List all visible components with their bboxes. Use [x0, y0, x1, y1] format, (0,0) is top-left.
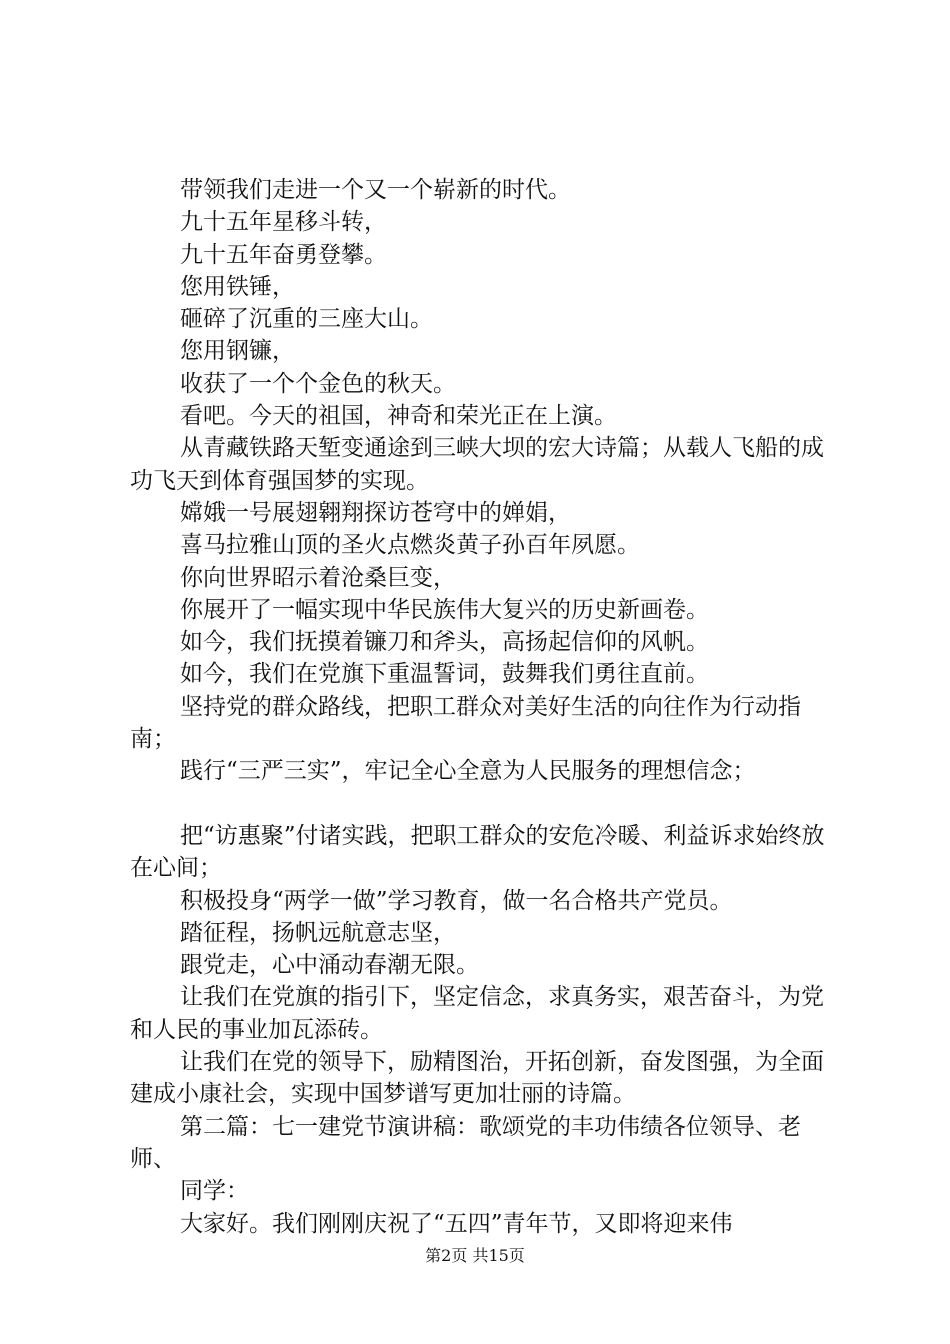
paragraph: 您用钢镰， [180, 338, 295, 365]
document-body [130, 174, 835, 1240]
paragraph: 你向世界昭示着沧桑巨变， [180, 564, 456, 591]
paragraph: 大家好。我们刚刚庆祝了“五四”青年节，又即将迎来伟 [180, 1210, 733, 1237]
paragraph: 践行“三严三实”，牢记全心全意为人民服务的理想信念； [180, 758, 756, 785]
page-number-footer: 第2页 共15页 [425, 1246, 525, 1265]
paragraph: 九十五年奋勇登攀。 [180, 241, 387, 268]
paragraph: 积极投身“两学一做”学习教育，做一名合格共产党员。 [180, 887, 733, 914]
blank-line [130, 788, 835, 820]
section-heading: 第二篇：七一建党节演讲稿：歌颂党的丰功伟绩各位领导、老师、 [130, 1113, 801, 1172]
paragraph: 喜马拉雅山顶的圣火点燃炎黄子孙百年夙愿。 [180, 532, 640, 559]
paragraph: 从青藏铁路天堑变通途到三峡大坝的宏大诗篇；从载人飞船的成功飞天到体育强国梦的实现。 [130, 435, 824, 494]
paragraph: 嫦娥一号展翅翱翔探访苍穹中的婵娟， [180, 499, 571, 526]
paragraph: 跟党走，心中涌动春潮无限。 [180, 952, 479, 979]
paragraph: 同学： [180, 1178, 249, 1205]
paragraph: 收获了一个个金色的秋天。 [180, 370, 456, 397]
paragraph: 把“访惠聚”付诸实践，把职工群众的安危冷暖、利益诉求始终放在心间； [130, 822, 825, 882]
paragraph: 如今，我们在党旗下重温誓词，鼓舞我们勇往直前。 [180, 661, 709, 688]
paragraph: 你展开了一幅实现中华民族伟大复兴的历史新画卷。 [180, 596, 709, 623]
paragraph: 如今，我们抚摸着镰刀和斧头，高扬起信仰的风帆。 [180, 629, 709, 656]
paragraph: 踏征程，扬帆远航意志坚， [180, 919, 456, 946]
paragraph: 砸碎了沉重的三座大山。 [180, 306, 433, 333]
paragraph: 您用铁锤， [180, 273, 295, 300]
paragraph: 九十五年星移斗转， [180, 209, 387, 236]
paragraph: 带领我们走进一个又一个崭新的时代。 [180, 177, 571, 203]
paragraph: 让我们在党旗的指引下，坚定信念，求真务实，艰苦奋斗，为党和人民的事业加瓦添砖。 [130, 984, 824, 1043]
paragraph: 坚持党的群众路线，把职工群众对美好生活的向往作为行动指南； [130, 693, 801, 753]
paragraph: 让我们在党的领导下，励精图治，开拓创新，奋发图强，为全面建成小康社会，实现中国梦谱写更加壮丽的诗篇。 [130, 1049, 824, 1108]
paragraph: 看吧。今天的祖国，神奇和荣光正在上演。 [180, 403, 617, 430]
